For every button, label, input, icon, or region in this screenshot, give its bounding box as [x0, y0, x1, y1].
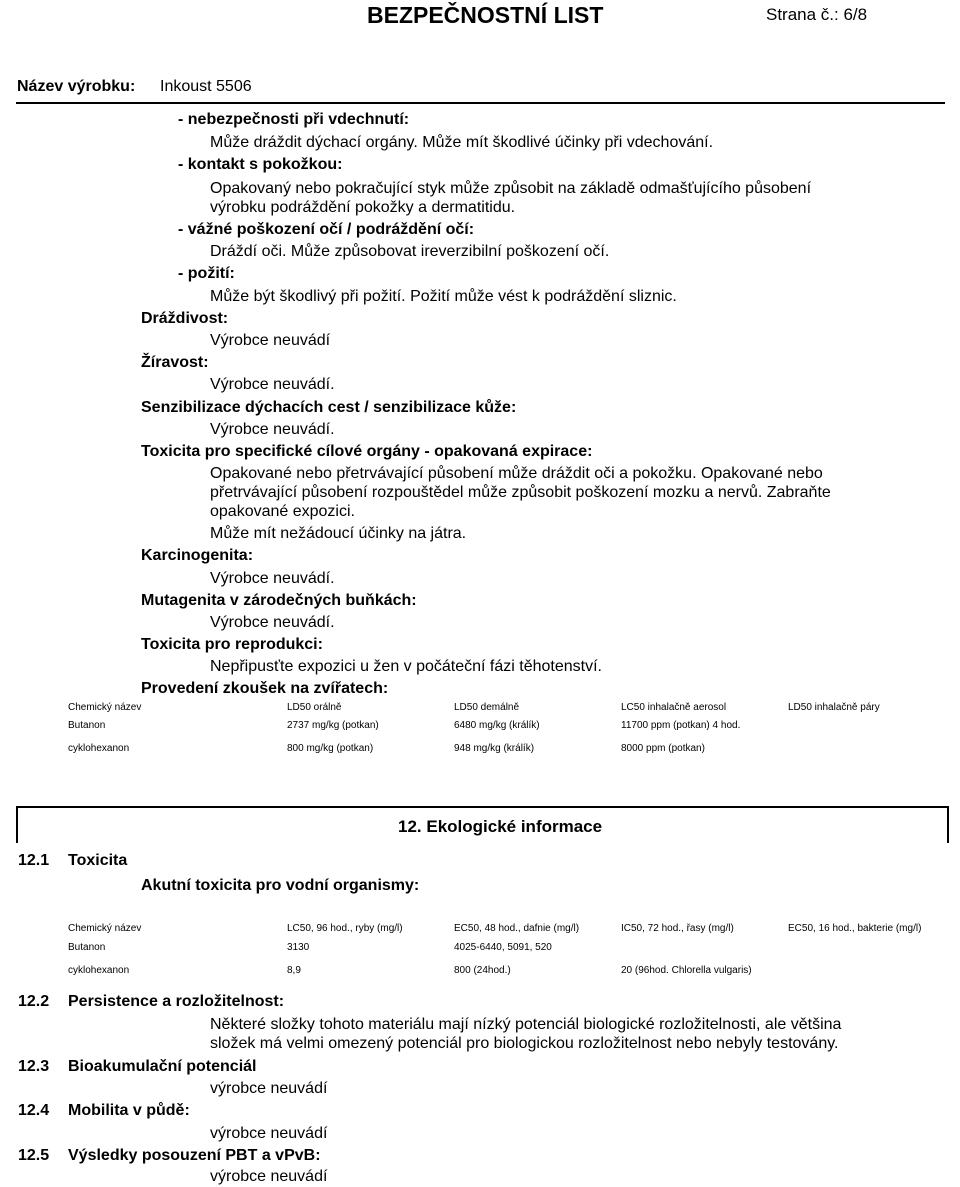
mutagenicity-text: Výrobce neuvádí.: [210, 614, 335, 631]
table-header-cell: LD50 demálně: [454, 702, 520, 713]
table-cell: 948 mg/kg (králík): [454, 743, 535, 754]
table-header-cell: LD50 orálně: [287, 702, 342, 713]
section-12-title: 12. Ekologické informace: [398, 817, 603, 836]
table-cell: 4025-6440, 5091, 520: [454, 942, 552, 953]
stot-repeated-text-4: Může mít nežádoucí účinky na játra.: [210, 525, 467, 542]
table-header-cell: Chemický název: [68, 702, 142, 713]
pbt-vpvb-text: výrobce neuvádí: [210, 1168, 328, 1185]
ingestion-heading: - požití:: [178, 265, 235, 282]
section-12-2-number: 12.2: [18, 993, 50, 1010]
page-number: Strana č.: 6/8: [766, 5, 868, 24]
eye-damage-heading: - vážné poškození očí / podráždění očí:: [178, 221, 475, 238]
table-cell: 6480 mg/kg (králík): [454, 720, 540, 731]
reproductive-toxicity-text: Nepřipusťte expozici u žen v počáteční fázi těhotenství.: [210, 658, 602, 675]
carcinogenicity-heading: Karcinogenita:: [141, 547, 254, 564]
skin-contact-heading: - kontakt s pokožkou:: [178, 156, 343, 173]
table-cell: Butanon: [68, 942, 106, 953]
section-12-3-title: Bioakumulační potenciál: [68, 1058, 257, 1075]
table-cell: 800 (24hod.): [454, 965, 511, 976]
table-cell: cyklohexanon: [68, 743, 130, 754]
animal-testing-heading: Provedení zkoušek na zvířatech:: [141, 680, 389, 697]
corrosivity-heading: Žíravost:: [141, 354, 209, 371]
table-header-cell: EC50, 16 hod., bakterie (mg/l): [788, 923, 922, 934]
table-header-cell: LC50 inhalačně aerosol: [621, 702, 727, 713]
reproductive-toxicity-heading: Toxicita pro reprodukci:: [141, 636, 323, 653]
product-name-label: Název výrobku:: [17, 78, 136, 95]
irritancy-heading: Dráždivost:: [141, 310, 229, 327]
sensitization-text: Výrobce neuvádí.: [210, 421, 335, 438]
table-header-cell: EC50, 48 hod., dafnie (mg/l): [454, 923, 580, 934]
soil-mobility-text: výrobce neuvádí: [210, 1125, 328, 1142]
carcinogenicity-text: Výrobce neuvádí.: [210, 570, 335, 587]
table-cell: 20 (96hod. Chlorella vulgaris): [621, 965, 752, 976]
section-12-3-number: 12.3: [18, 1058, 50, 1075]
section-12-5-number: 12.5: [18, 1147, 50, 1164]
persistence-text-2: složek má velmi omezený potenciál pro biologickou rozložitelnost nebo nebyly testovány.: [210, 1035, 839, 1052]
section-12-5-title: Výsledky posouzení PBT a vPvB:: [68, 1147, 321, 1164]
inhalation-text: Může dráždit dýchací orgány. Může mít škodlivé účinky při vdechování.: [210, 134, 714, 151]
table-cell: cyklohexanon: [68, 965, 130, 976]
table-cell: 11700 ppm (potkan) 4 hod.: [621, 720, 741, 731]
table-cell: 3130: [287, 942, 310, 953]
aquatic-toxicity-heading: Akutní toxicita pro vodní organismy:: [141, 877, 420, 894]
irritancy-text: Výrobce neuvádí: [210, 332, 331, 349]
document-title: BEZPEČNOSTNÍ LIST: [367, 2, 604, 28]
bioaccumulation-text: výrobce neuvádí: [210, 1080, 328, 1097]
stot-repeated-text-3: opakované expozici.: [210, 503, 355, 520]
table-header-cell: LC50, 96 hod., ryby (mg/l): [287, 923, 403, 934]
section-12-1-title: Toxicita: [68, 852, 128, 869]
stot-repeated-text-2: přetrvávající působení rozpouštědel může způsobit poškození mozku a nervů. Zabraňte: [210, 484, 831, 501]
table-cell: 800 mg/kg (potkan): [287, 743, 374, 754]
section-12-2-title: Persistence a rozložitelnost:: [68, 993, 285, 1010]
stot-repeated-heading: Toxicita pro specifické cílové orgány - opakovaná expirace:: [141, 443, 593, 460]
table-header-cell: LD50 inhalačně páry: [788, 702, 880, 713]
table-header-cell: IC50, 72 hod., řasy (mg/l): [621, 923, 734, 934]
stot-repeated-text-1: Opakované nebo přetrvávající působení může dráždit oči a pokožku. Opakované nebo: [210, 465, 823, 482]
persistence-text-1: Některé složky tohoto materiálu mají nízký potenciál biologické rozložitelnosti, ale většina: [210, 1016, 842, 1033]
corrosivity-text: Výrobce neuvádí.: [210, 376, 335, 393]
section-12-1-number: 12.1: [18, 852, 50, 869]
table-cell: 8000 ppm (potkan): [621, 743, 705, 754]
mutagenicity-heading: Mutagenita v zárodečných buňkách:: [141, 592, 417, 609]
section-12-4-number: 12.4: [18, 1102, 50, 1119]
table-header-cell: Chemický název: [68, 923, 142, 934]
ingestion-text: Může být škodlivý při požití. Požití může vést k podráždění sliznic.: [210, 288, 677, 305]
skin-contact-text-1: Opakovaný nebo pokračující styk může způsobit na základě odmašťujícího působení: [210, 180, 812, 197]
eye-damage-text: Dráždí oči. Může způsobovat ireverzibilní poškození očí.: [210, 243, 610, 260]
section-12-4-title: Mobilita v půdě:: [68, 1102, 190, 1119]
table-cell: 8,9: [287, 965, 301, 976]
inhalation-heading: - nebezpečnosti při vdechnutí:: [178, 111, 410, 128]
table-cell: Butanon: [68, 720, 106, 731]
table-cell: 2737 mg/kg (potkan): [287, 720, 379, 731]
header-divider: [16, 102, 945, 104]
sensitization-heading: Senzibilizace dýchacích cest / senzibilizace kůže:: [141, 399, 517, 416]
skin-contact-text-2: výrobku podráždění pokožky a dermatitidu.: [210, 199, 516, 216]
product-name-value: Inkoust 5506: [160, 78, 252, 95]
